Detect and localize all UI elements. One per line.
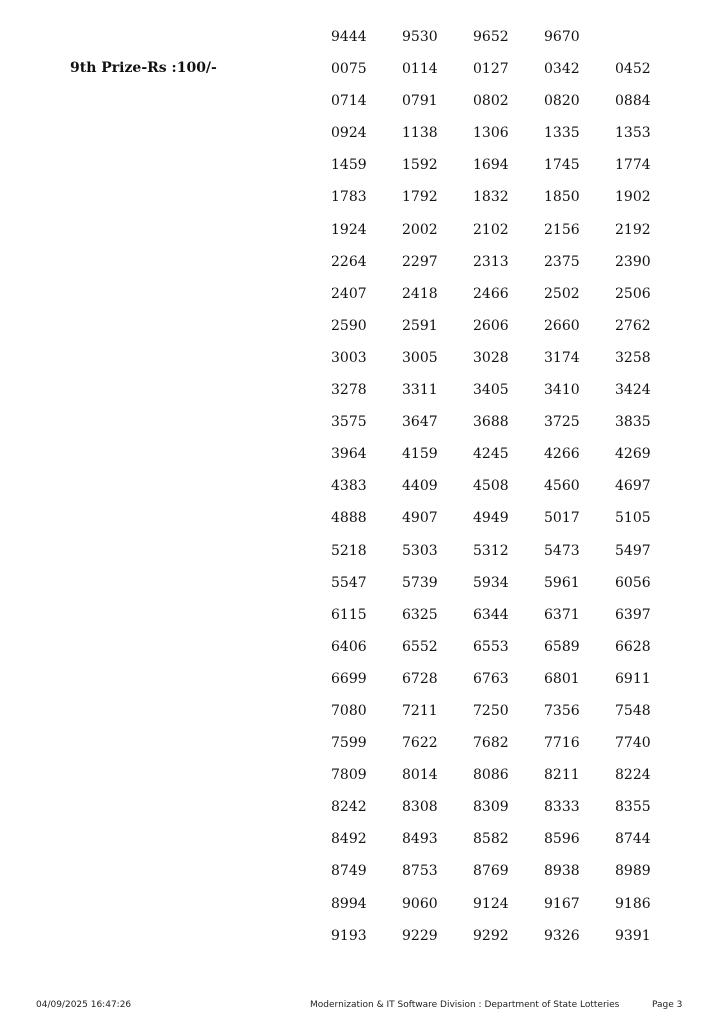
number-row bbox=[331, 702, 686, 734]
number-row bbox=[331, 798, 686, 830]
ticket-number: 2264 bbox=[331, 253, 367, 270]
ticket-number: 5739 bbox=[402, 574, 438, 591]
ticket-number: 3028 bbox=[473, 349, 509, 366]
number-row bbox=[331, 445, 686, 477]
ticket-number: 2102 bbox=[473, 221, 509, 238]
number-row bbox=[331, 124, 686, 156]
ticket-number: 1745 bbox=[544, 157, 580, 174]
ticket-number: 9326 bbox=[544, 927, 580, 944]
ticket-number: 6763 bbox=[473, 670, 509, 687]
ticket-number: 1138 bbox=[402, 125, 438, 142]
ticket-number: 7622 bbox=[402, 735, 438, 752]
ticket-number: 9292 bbox=[473, 927, 509, 944]
ticket-number: 2297 bbox=[402, 253, 438, 270]
ticket-number: 8492 bbox=[331, 831, 367, 848]
ticket-number: 8769 bbox=[473, 863, 509, 880]
ticket-number: 8493 bbox=[402, 831, 438, 848]
number-row bbox=[331, 92, 686, 124]
ticket-number: 1694 bbox=[473, 157, 509, 174]
ticket-number: 5473 bbox=[544, 542, 580, 559]
number-row bbox=[331, 349, 686, 381]
ticket-number: 3258 bbox=[615, 349, 651, 366]
ticket-number: 6801 bbox=[544, 670, 580, 687]
ticket-number: 0791 bbox=[402, 93, 438, 110]
ticket-number: 1459 bbox=[331, 157, 367, 174]
ticket-number: 8753 bbox=[402, 863, 438, 880]
ticket-number: 0884 bbox=[615, 93, 651, 110]
ticket-number: 4266 bbox=[544, 446, 580, 463]
ticket-number: 6699 bbox=[331, 670, 367, 687]
ticket-number: 5547 bbox=[331, 574, 367, 591]
ticket-number: 6406 bbox=[331, 638, 367, 655]
ticket-number: 4508 bbox=[473, 478, 509, 495]
footer-page-number: Page 3 bbox=[652, 1000, 683, 1010]
ticket-number: 3424 bbox=[615, 382, 651, 399]
ticket-number: 6552 bbox=[402, 638, 438, 655]
ticket-number: 2192 bbox=[615, 221, 651, 238]
number-row bbox=[331, 509, 686, 541]
ticket-number: 4269 bbox=[615, 446, 651, 463]
ticket-number: 1924 bbox=[331, 221, 367, 238]
ticket-number: 5218 bbox=[331, 542, 367, 559]
ticket-number: 3311 bbox=[402, 382, 438, 399]
ticket-number: 7211 bbox=[402, 702, 438, 719]
ticket-number: 7682 bbox=[473, 735, 509, 752]
number-row bbox=[331, 734, 686, 766]
ticket-number: 9391 bbox=[615, 927, 651, 944]
ticket-number: 9444 bbox=[331, 29, 367, 45]
number-row bbox=[331, 638, 686, 670]
number-row bbox=[331, 895, 686, 927]
ticket-number: 8938 bbox=[544, 863, 580, 880]
ticket-number: 7809 bbox=[331, 767, 367, 784]
ticket-number: 6325 bbox=[402, 606, 438, 623]
ticket-number: 8582 bbox=[473, 831, 509, 848]
number-row bbox=[331, 574, 686, 606]
ticket-number: 6056 bbox=[615, 574, 651, 591]
ticket-number: 3410 bbox=[544, 382, 580, 399]
ticket-number: 1832 bbox=[473, 189, 509, 206]
ticket-number: 3174 bbox=[544, 349, 580, 366]
ticket-number: 1902 bbox=[615, 189, 651, 206]
ticket-number: 8744 bbox=[615, 831, 651, 848]
ticket-number: 9167 bbox=[544, 895, 580, 912]
ticket-number: 5017 bbox=[544, 510, 580, 527]
ticket-number: 0127 bbox=[473, 61, 509, 78]
ticket-number: 2418 bbox=[402, 285, 438, 302]
ticket-number: 5961 bbox=[544, 574, 580, 591]
ticket-number: 1335 bbox=[544, 125, 580, 142]
ticket-number: 9652 bbox=[473, 29, 509, 45]
ticket-number: 8749 bbox=[331, 863, 367, 880]
number-row bbox=[331, 927, 686, 959]
ticket-number: 4949 bbox=[473, 510, 509, 527]
ticket-number: 5312 bbox=[473, 542, 509, 559]
ticket-number: 6911 bbox=[615, 670, 651, 687]
ticket-number: 9186 bbox=[615, 895, 651, 912]
ticket-number: 1306 bbox=[473, 125, 509, 142]
ticket-number: 4245 bbox=[473, 446, 509, 463]
ticket-number: 1850 bbox=[544, 189, 580, 206]
ticket-number: 2375 bbox=[544, 253, 580, 270]
ticket-number: 6728 bbox=[402, 670, 438, 687]
ticket-number: 2660 bbox=[544, 317, 580, 334]
ticket-number: 8308 bbox=[402, 799, 438, 816]
ticket-number: 6628 bbox=[615, 638, 651, 655]
number-row bbox=[331, 28, 686, 60]
ticket-number bbox=[615, 28, 686, 60]
ticket-number: 3575 bbox=[331, 414, 367, 431]
ticket-number: 2591 bbox=[402, 317, 438, 334]
ticket-number: 5303 bbox=[402, 542, 438, 559]
footer-division: Modernization & IT Software Division : Department of State Lotteries bbox=[310, 1000, 620, 1010]
ticket-number: 3278 bbox=[331, 382, 367, 399]
ticket-number: 3003 bbox=[331, 349, 367, 366]
footer-datetime: 04/09/2025 16:47:26 bbox=[36, 1000, 132, 1010]
ticket-number: 7356 bbox=[544, 702, 580, 719]
ticket-number: 5934 bbox=[473, 574, 509, 591]
ticket-number: 9670 bbox=[544, 29, 580, 45]
number-row bbox=[331, 670, 686, 702]
ticket-number: 8014 bbox=[402, 767, 438, 784]
number-row bbox=[331, 221, 686, 253]
number-row bbox=[331, 156, 686, 188]
ticket-number: 2606 bbox=[473, 317, 509, 334]
ticket-number: 0452 bbox=[615, 61, 651, 78]
ticket-number: 1592 bbox=[402, 157, 438, 174]
numbers-grid bbox=[331, 28, 686, 959]
ticket-number: 6397 bbox=[615, 606, 651, 623]
ticket-number: 5105 bbox=[615, 510, 651, 527]
ticket-number: 2390 bbox=[615, 253, 651, 270]
number-row bbox=[331, 766, 686, 798]
number-row bbox=[331, 60, 686, 92]
ticket-number: 6115 bbox=[331, 606, 367, 623]
ticket-number: 2762 bbox=[615, 317, 651, 334]
ticket-number: 8086 bbox=[473, 767, 509, 784]
ticket-number: 4697 bbox=[615, 478, 651, 495]
number-row bbox=[331, 381, 686, 413]
ticket-number: 5497 bbox=[615, 542, 651, 559]
ticket-number: 0924 bbox=[331, 125, 367, 142]
ticket-number: 6553 bbox=[473, 638, 509, 655]
ticket-number: 2506 bbox=[615, 285, 651, 302]
ticket-number: 8989 bbox=[615, 863, 651, 880]
ticket-number: 2590 bbox=[331, 317, 367, 334]
ticket-number: 4907 bbox=[402, 510, 438, 527]
ticket-number: 8242 bbox=[331, 799, 367, 816]
ticket-number: 2313 bbox=[473, 253, 509, 270]
ticket-number: 6344 bbox=[473, 606, 509, 623]
ticket-number: 6371 bbox=[544, 606, 580, 623]
ticket-number: 0714 bbox=[331, 93, 367, 110]
number-row bbox=[331, 413, 686, 445]
number-row bbox=[331, 253, 686, 285]
ticket-number: 3405 bbox=[473, 382, 509, 399]
ticket-number: 6589 bbox=[544, 638, 580, 655]
ticket-number: 8994 bbox=[331, 895, 367, 912]
ticket-number: 8224 bbox=[615, 767, 651, 784]
number-row bbox=[331, 542, 686, 574]
ticket-number: 2502 bbox=[544, 285, 580, 302]
number-row bbox=[331, 285, 686, 317]
ticket-number: 7250 bbox=[473, 702, 509, 719]
ticket-number: 8355 bbox=[615, 799, 651, 816]
ticket-number: 4383 bbox=[331, 478, 367, 495]
ticket-number: 3688 bbox=[473, 414, 509, 431]
ticket-number: 1792 bbox=[402, 189, 438, 206]
ticket-number: 2407 bbox=[331, 285, 367, 302]
ticket-number: 1353 bbox=[615, 125, 651, 142]
ticket-number: 9229 bbox=[402, 927, 438, 944]
ticket-number: 9124 bbox=[473, 895, 509, 912]
ticket-number: 7599 bbox=[331, 735, 367, 752]
ticket-number: 2156 bbox=[544, 221, 580, 238]
ticket-number: 3835 bbox=[615, 414, 651, 431]
ticket-number: 8309 bbox=[473, 799, 509, 816]
ticket-number: 3964 bbox=[331, 446, 367, 463]
ticket-number: 0075 bbox=[331, 61, 367, 78]
ticket-number: 9060 bbox=[402, 895, 438, 912]
ticket-number: 2466 bbox=[473, 285, 509, 302]
ticket-number: 1774 bbox=[615, 157, 651, 174]
number-row bbox=[331, 606, 686, 638]
ticket-number: 0342 bbox=[544, 61, 580, 78]
number-row bbox=[331, 477, 686, 509]
ticket-number: 4888 bbox=[331, 510, 367, 527]
ticket-number: 3725 bbox=[544, 414, 580, 431]
ticket-number: 4409 bbox=[402, 478, 438, 495]
prize-label: 9th Prize-Rs :100/- bbox=[70, 60, 217, 76]
ticket-number: 9193 bbox=[331, 927, 367, 944]
number-row bbox=[331, 862, 686, 894]
ticket-number: 0802 bbox=[473, 93, 509, 110]
ticket-number: 4159 bbox=[402, 446, 438, 463]
number-row bbox=[331, 317, 686, 349]
number-row bbox=[331, 188, 686, 220]
ticket-number: 7740 bbox=[615, 735, 651, 752]
ticket-number: 7716 bbox=[544, 735, 580, 752]
ticket-number: 3647 bbox=[402, 414, 438, 431]
ticket-number: 2002 bbox=[402, 221, 438, 238]
ticket-number: 0820 bbox=[544, 93, 580, 110]
ticket-number: 8211 bbox=[544, 767, 580, 784]
ticket-number: 9530 bbox=[402, 29, 438, 45]
ticket-number: 7548 bbox=[615, 702, 651, 719]
ticket-number: 8333 bbox=[544, 799, 580, 816]
ticket-number: 0114 bbox=[402, 61, 438, 78]
ticket-number: 1783 bbox=[331, 189, 367, 206]
ticket-number: 4560 bbox=[544, 478, 580, 495]
ticket-number: 3005 bbox=[402, 349, 438, 366]
number-row bbox=[331, 830, 686, 862]
ticket-number: 7080 bbox=[331, 702, 367, 719]
ticket-number: 8596 bbox=[544, 831, 580, 848]
